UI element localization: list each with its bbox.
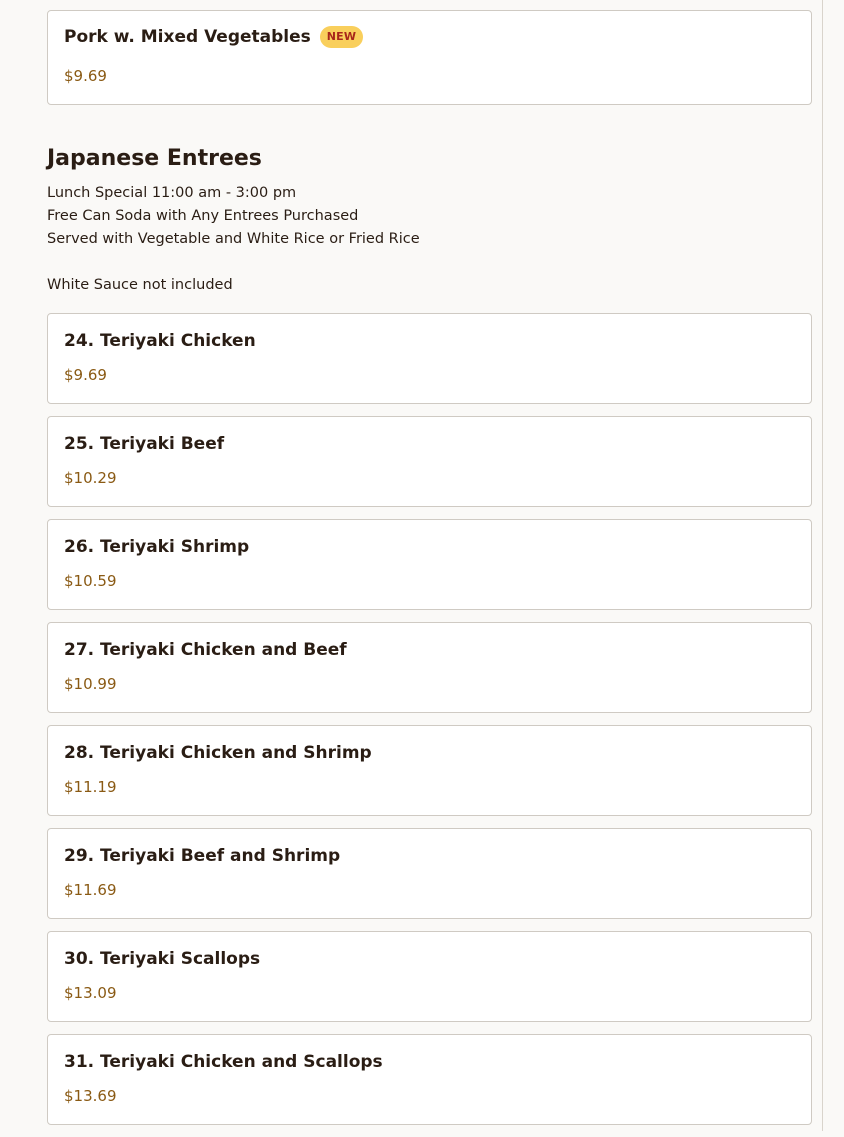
menu-item-card[interactable] (47, 931, 812, 1022)
section-description-line: White Sauce not included (47, 277, 233, 293)
menu-item-card[interactable] (47, 519, 812, 610)
menu-item-list (47, 313, 812, 1125)
menu-item-name: 30. Teriyaki Scallops (64, 949, 261, 969)
menu-content (47, 0, 812, 1137)
menu-item-price: $11.19 (64, 778, 117, 796)
page-divider (822, 0, 823, 1131)
menu-item-card[interactable] (47, 313, 812, 404)
menu-item-card[interactable] (47, 1034, 812, 1125)
section-description-line: Free Can Soda with Any Entrees Purchased (47, 208, 359, 224)
menu-item-card[interactable] (47, 10, 812, 105)
menu-item-name: 27. Teriyaki Chicken and Beef (64, 640, 347, 660)
section-description (47, 182, 812, 297)
menu-item-price: $10.29 (64, 469, 117, 487)
menu-item-name: 28. Teriyaki Chicken and Shrimp (64, 743, 372, 763)
menu-item-name: 24. Teriyaki Chicken (64, 331, 256, 351)
menu-item-price: $10.59 (64, 572, 117, 590)
menu-item-price: $9.69 (64, 67, 107, 85)
menu-item-card[interactable] (47, 622, 812, 713)
menu-item-name: 29. Teriyaki Beef and Shrimp (64, 846, 341, 866)
menu-item-name: 25. Teriyaki Beef (64, 434, 225, 454)
menu-item-price: $9.69 (64, 366, 107, 384)
menu-item-price: $10.99 (64, 675, 117, 693)
menu-item-price: $13.69 (64, 1087, 117, 1105)
section-description-line: Lunch Special 11:00 am - 3:00 pm (47, 185, 297, 201)
section-description-line: Served with Vegetable and White Rice or Fried Rice (47, 231, 420, 247)
menu-item-name: 31. Teriyaki Chicken and Scallops (64, 1052, 383, 1072)
new-badge: NEW (320, 26, 363, 48)
menu-item-name-row (64, 26, 795, 48)
menu-item-name: Pork w. Mixed Vegetables (64, 27, 311, 47)
menu-item-card[interactable] (47, 725, 812, 816)
menu-item-name: 26. Teriyaki Shrimp (64, 537, 250, 557)
menu-item-card[interactable] (47, 416, 812, 507)
section-title: Japanese Entrees (47, 146, 262, 171)
menu-item-price: $13.09 (64, 984, 117, 1002)
section-description-spacer (47, 251, 812, 274)
menu-item-card[interactable] (47, 828, 812, 919)
menu-item-price: $11.69 (64, 881, 117, 899)
